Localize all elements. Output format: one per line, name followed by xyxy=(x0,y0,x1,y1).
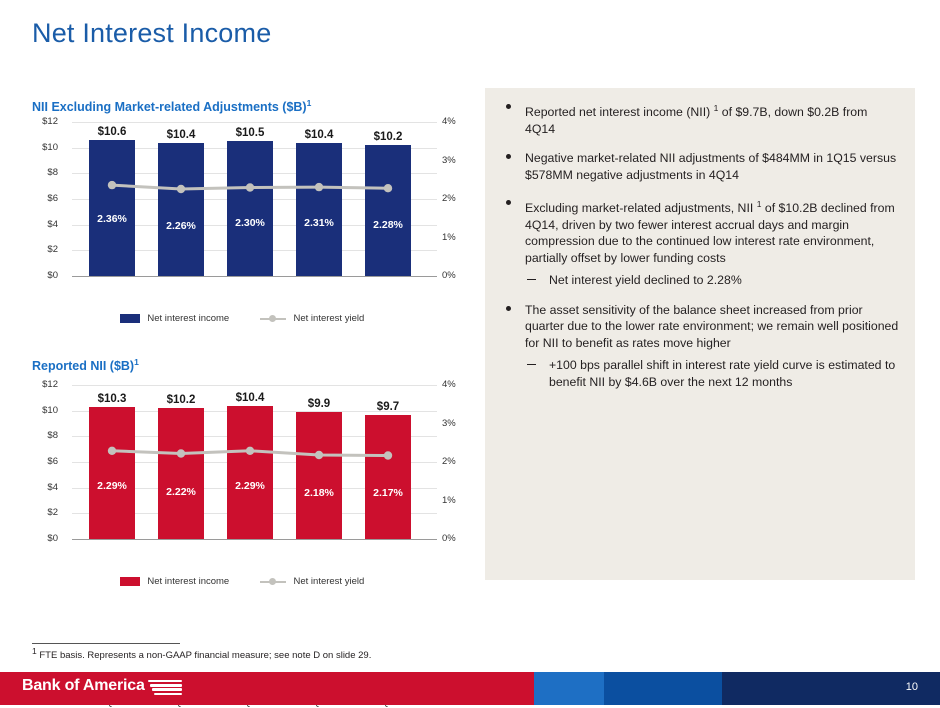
sub-bullet-text: Net interest yield declined to 2.28% xyxy=(549,273,742,288)
chart-1-yield-value: 2.36% xyxy=(97,213,127,226)
commentary-panel xyxy=(485,88,915,580)
chart-1-bar-value: $10.5 xyxy=(235,127,265,140)
chart-1-line-series xyxy=(72,122,437,276)
footer-segment-dark-blue xyxy=(604,672,722,705)
chart-1-yield-value: 2.30% xyxy=(235,217,265,230)
chart-1-y2tick-4: 4% xyxy=(442,116,456,128)
bullet-dot-icon xyxy=(506,104,511,109)
bullet-text-part: Negative market-related NII adjustments of $484MM in 1Q15 versus $578MM negative adjustments in 4Q14 xyxy=(525,151,897,182)
chart-2-legend-label-line: Net interest yield xyxy=(293,576,365,587)
chart-2-legend-item-line xyxy=(260,576,364,587)
chart-1-plot xyxy=(32,116,456,297)
chart-1-ytick-8: $8 xyxy=(47,167,58,179)
chart-2-yield-value: 2.22% xyxy=(166,486,196,499)
chart-1-y2tick-0: 0% xyxy=(442,270,456,282)
chart-2-plot xyxy=(32,379,456,560)
footnote-marker: 1 xyxy=(32,646,37,656)
chart-1-legend-item-line xyxy=(260,313,364,324)
sub-bullet-list xyxy=(525,272,899,289)
chart-2-y2tick-0: 0% xyxy=(442,533,456,545)
bullet-text-part: The asset sensitivity of the balance sheet increased from prior quarter due to the lower rate environment; we remain well positioned for NII to benefit as rates move higher xyxy=(525,302,899,350)
chart-2-title-superscript: 1 xyxy=(134,357,139,367)
chart-1-ytick-12: $12 xyxy=(42,116,58,128)
chart-1-baseline xyxy=(72,276,437,277)
bullet-item xyxy=(497,302,899,391)
bullet-superscript: 1 xyxy=(713,103,719,113)
bullet-item xyxy=(497,100,899,137)
bullet-text-part: of $10.2B declined from 4Q14, driven by two fewer interest accrual days and margin compression due to the continued low interest rate environment, partially offset by lower funding costs xyxy=(525,201,895,265)
sub-bullet-text: +100 bps parallel shift in interest rate yield curve is estimated to benefit NII by $4.6B over the next 12 months xyxy=(549,358,896,389)
page-number: 10 xyxy=(905,681,918,693)
bullet-superscript: 1 xyxy=(756,199,762,210)
chart-block-reported-nii xyxy=(32,357,456,587)
chart-1-legend-label-line: Net interest yield xyxy=(293,313,365,324)
chart-1-legend-item-bar xyxy=(120,313,229,324)
chart-2-baseline xyxy=(72,539,437,540)
bullet-text-part: of $9.7B, down $0.2B from 4Q14 xyxy=(525,105,868,136)
chart-2-y2tick-4: 4% xyxy=(442,379,456,391)
chart-1-bar-value: $10.2 xyxy=(373,131,403,144)
sub-bullet-list xyxy=(525,357,899,390)
chart-2-bar-value: $9.9 xyxy=(307,398,331,411)
chart-2-legend-label-bar: Net interest income xyxy=(147,576,230,587)
chart-2-bar-value: $10.3 xyxy=(97,392,127,405)
chart-2-line-series xyxy=(72,385,437,539)
chart-1-bar-value: $10.4 xyxy=(304,128,334,141)
chart-2-ytick-4: $4 xyxy=(47,481,58,493)
footnote-divider xyxy=(32,643,180,644)
chart-2-legend xyxy=(32,576,452,587)
page-title: Net Interest Income xyxy=(32,18,272,48)
chart-1-bar-value: $10.6 xyxy=(97,126,127,139)
chart-2-ytick-6: $6 xyxy=(47,456,58,468)
chart-1-y2tick-3: 3% xyxy=(442,154,456,166)
chart-2-bar-value: $9.7 xyxy=(376,400,400,413)
footer-bar xyxy=(0,672,940,705)
dash-icon xyxy=(527,364,536,365)
chart-2-title-text: Reported NII ($B) xyxy=(32,359,135,374)
bullet-item xyxy=(497,196,899,289)
chart-1-yield-value: 2.26% xyxy=(166,220,196,233)
footnote-text: FTE basis. Represents a non-GAAP financial measure; see note D on slide 29. xyxy=(36,650,372,662)
chart-1-title-superscript: 1 xyxy=(306,98,312,108)
commentary-bullet-list xyxy=(497,100,899,390)
legend-swatch-icon xyxy=(120,577,140,586)
chart-1-ytick-0: $0 xyxy=(47,270,58,282)
chart-2-title xyxy=(32,357,452,373)
chart-1-bar-value: $10.4 xyxy=(166,128,196,141)
legend-line-marker-icon xyxy=(260,577,286,586)
footnote xyxy=(32,646,371,661)
legend-swatch-icon xyxy=(120,314,140,323)
chart-1-title xyxy=(32,98,452,114)
chart-1-y2tick-1: 1% xyxy=(442,231,456,243)
chart-2-yield-value: 2.18% xyxy=(304,487,334,500)
dash-icon xyxy=(527,279,536,280)
chart-2-ytick-12: $12 xyxy=(42,379,58,391)
brand-logo-text: Bank of America xyxy=(22,677,145,694)
chart-1-ytick-6: $6 xyxy=(47,193,58,205)
chart-1-ytick-2: $2 xyxy=(47,244,58,256)
chart-2-ytick-2: $2 xyxy=(47,507,58,519)
bullet-dot-icon xyxy=(506,154,511,159)
chart-block-nii-excluding xyxy=(32,98,456,324)
bullet-dot-icon xyxy=(506,306,511,311)
chart-1-y2tick-2: 2% xyxy=(442,193,456,205)
sub-bullet-item xyxy=(525,272,899,289)
chart-2-y2tick-1: 1% xyxy=(442,494,456,506)
chart-2-ytick-8: $8 xyxy=(47,430,58,442)
chart-1-legend-label-bar: Net interest income xyxy=(147,313,230,324)
chart-2-y2tick-2: 2% xyxy=(442,456,456,468)
chart-2-bar-value: $10.2 xyxy=(166,394,196,407)
chart-1-yield-value: 2.28% xyxy=(373,219,403,232)
chart-2-yield-value: 2.29% xyxy=(97,480,127,493)
chart-1-ytick-10: $10 xyxy=(42,141,58,153)
footer-segment-blue xyxy=(534,672,604,705)
chart-1-ytick-4: $4 xyxy=(47,218,58,230)
chart-2-yield-value: 2.29% xyxy=(235,480,265,493)
bullet-text-part: Reported net interest income (NII) xyxy=(525,105,714,120)
legend-line-marker-icon xyxy=(260,314,286,323)
chart-2-ytick-0: $0 xyxy=(47,533,58,545)
chart-1-yield-value: 2.31% xyxy=(304,217,334,230)
sub-bullet-item xyxy=(525,357,899,390)
flag-logo-icon xyxy=(148,680,182,697)
chart-2-ytick-10: $10 xyxy=(42,404,58,416)
chart-1-legend xyxy=(32,313,452,324)
chart-2-y2tick-3: 3% xyxy=(442,417,456,429)
chart-2-bar-value: $10.4 xyxy=(235,391,265,404)
bullet-text-part: Excluding market-related adjustments, NII xyxy=(525,201,757,216)
chart-2-legend-item-bar xyxy=(120,576,229,587)
bullet-item xyxy=(497,150,899,183)
chart-2-yield-value: 2.17% xyxy=(373,487,403,500)
chart-1-title-text: NII Excluding Market-related Adjustments ($B) xyxy=(32,100,307,115)
bullet-dot-icon xyxy=(506,200,511,205)
